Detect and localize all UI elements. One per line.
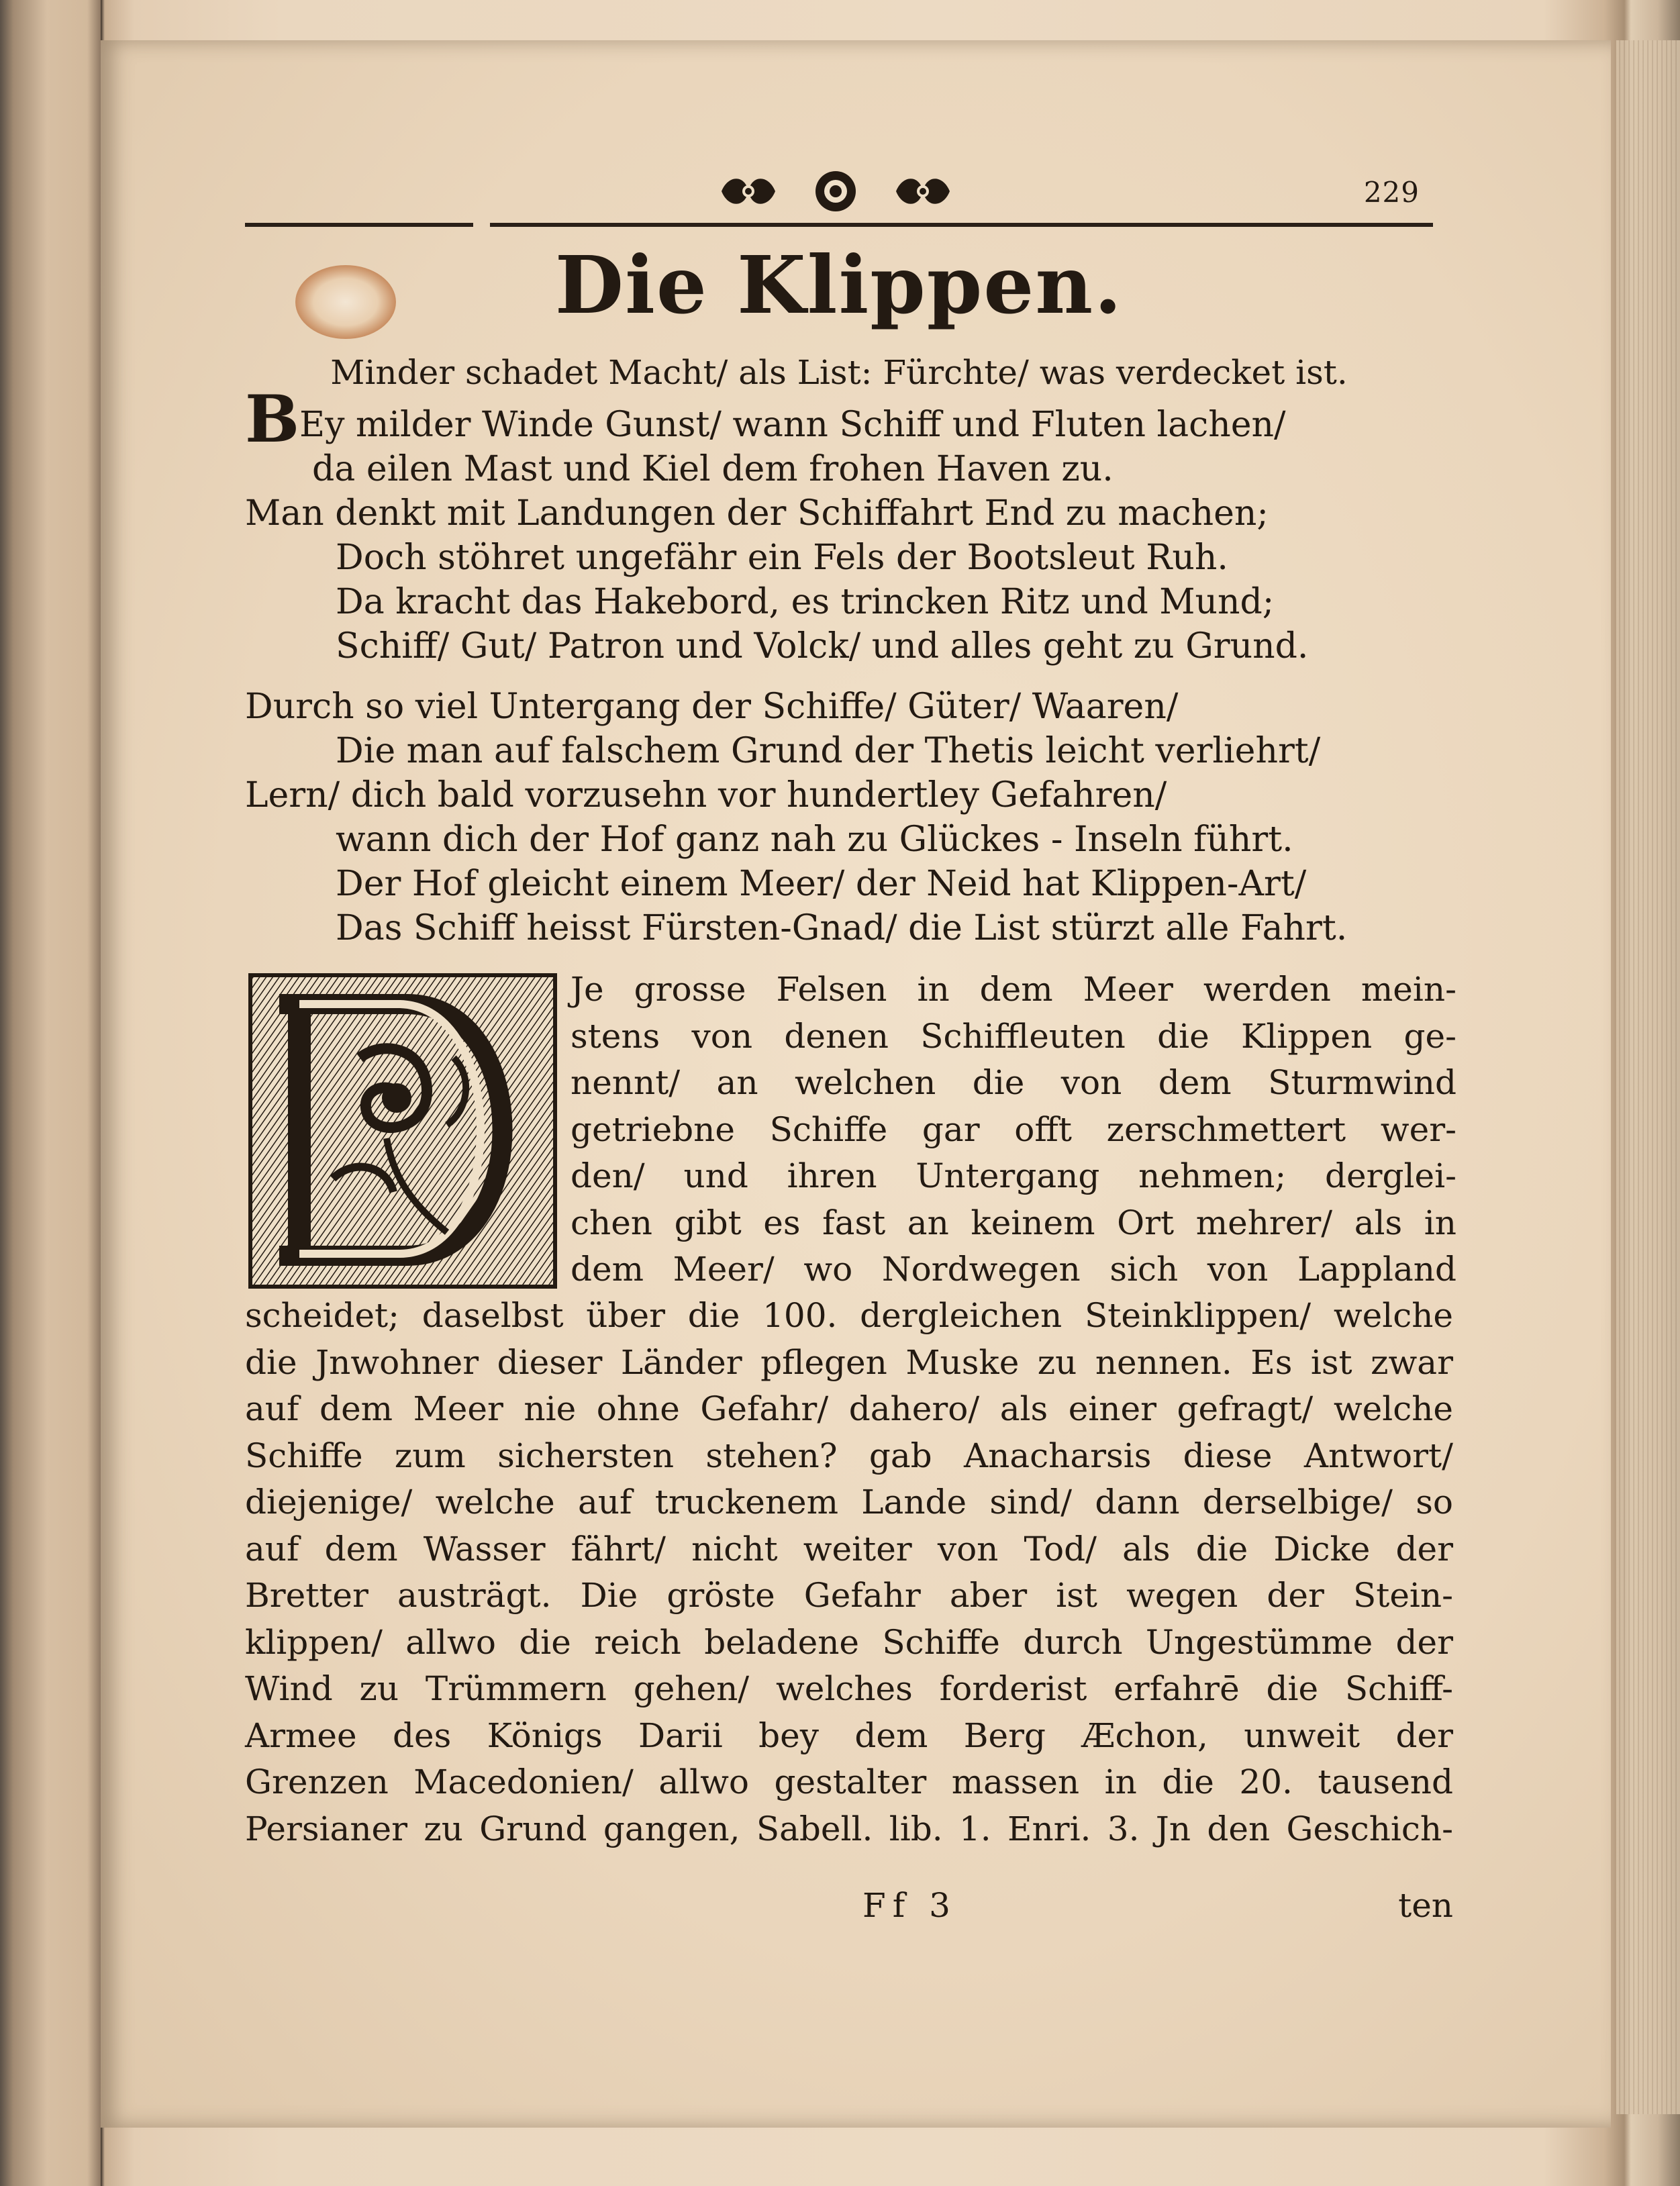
text-line: den/ und ihren Untergang nehmen; derglei- xyxy=(571,1156,1456,1195)
poem-stanza-2 xyxy=(245,685,1467,950)
text-line: getriebne Schiffe gar offt zerschmettert wer- xyxy=(571,1109,1456,1149)
verse-line xyxy=(245,381,1467,457)
verse-line: Das Schiff heisst Fürsten-Gnad/ die List stürzt alle Fahrt. xyxy=(336,908,1348,948)
text-line: stens von denen Schiffleuten die Klippen ge- xyxy=(571,1016,1456,1056)
verse-line: Die man auf falschem Grund der Thetis leicht verliehrt/ xyxy=(336,731,1321,771)
page-header xyxy=(245,161,1433,235)
motto: Minder schadet Macht/ als List: Fürchte/ was verdecket ist. xyxy=(330,353,1348,392)
left-page-edge xyxy=(0,0,101,2186)
text-line: Wind zu Trümmern gehen/ welches forderist erfahrē die Schiff- xyxy=(245,1669,1453,1708)
verse-line: Durch so viel Untergang der Schiffe/ Güter/ Waaren/ xyxy=(245,687,1179,727)
fleuron-left-icon xyxy=(715,171,782,211)
text-line: Je grosse Felsen in dem Meer werden mein- xyxy=(571,970,1456,1009)
verse-line: Schiff/ Gut/ Patron und Volck/ und alles geht zu Grund. xyxy=(336,626,1309,666)
text-line: auf dem Meer nie ohne Gefahr/ dahero/ als einer gefragt/ welche xyxy=(245,1389,1453,1428)
verse-line: Der Hof gleicht einem Meer/ der Neid hat Klippen-Art/ xyxy=(336,864,1307,904)
text-line: die Jnwohner dieser Länder pflegen Muske zu nennen. Es ist zwar xyxy=(245,1342,1453,1382)
text-line: diejenige/ welche auf truckenem Lande sind/ dann derselbige/ so xyxy=(245,1483,1453,1522)
text-line: Bretter austrägt. Die gröste Gefahr aber ist wegen der Stein- xyxy=(245,1576,1453,1615)
fleuron-right-icon xyxy=(889,171,956,211)
header-ornament xyxy=(715,168,956,215)
decorated-initial-d xyxy=(248,973,557,1289)
verse-line: Lern/ dich bald vorzusehn vor hundertley Gefahren/ xyxy=(245,775,1167,815)
header-rule-left xyxy=(245,223,473,227)
page-footer xyxy=(245,1886,1453,1940)
verse-text: Ey milder Winde Gunst/ wann Schiff und Fluten lachen/ xyxy=(299,405,1286,445)
body-paragraph-indented xyxy=(571,966,1456,1293)
text-line: chen gibt es fast an keinem Ort mehrer/ als in xyxy=(571,1203,1456,1242)
poem-stanza-1 xyxy=(245,381,1467,668)
text-line: auf dem Wasser fährt/ nicht weiter von Tod/ als die Dicke der xyxy=(245,1529,1453,1569)
text-line: Persianer zu Grund gangen, Sabell. lib. 1. Enri. 3. Jn den Geschich- xyxy=(245,1809,1453,1848)
page-title: Die Klippen. xyxy=(554,238,1124,332)
catchword: ten xyxy=(1398,1886,1453,1925)
fleuron-center-icon xyxy=(812,168,859,215)
verse-initial: B xyxy=(245,381,300,457)
verse-line: wann dich der Hof ganz nah zu Glückes - Inseln führt. xyxy=(336,819,1293,860)
text-line: Schiffe zum sichersten stehen? gab Anacharsis diese Antwort/ xyxy=(245,1436,1453,1475)
signature-mark: Ff 3 xyxy=(862,1886,957,1925)
text-line: Armee des Königs Darii bey dem Berg Æchon, unweit der xyxy=(245,1716,1453,1755)
woodcut-initial-icon xyxy=(252,977,553,1285)
text-line: Grenzen Macedonien/ allwo gestalter massen in die 20. tausend xyxy=(245,1762,1453,1801)
page-stack-edge xyxy=(1616,40,1680,2114)
text-line: scheidet; daselbst über die 100. dergleichen Steinklippen/ welche xyxy=(245,1296,1453,1335)
body-paragraph xyxy=(245,1293,1453,1852)
verse-line: da eilen Mast und Kiel dem frohen Haven zu. xyxy=(312,449,1114,489)
verse-line: Doch stöhret ungefähr ein Fels der Bootsleut Ruh. xyxy=(336,538,1228,578)
text-line: klippen/ allwo die reich beladene Schiffe durch Ungestümme der xyxy=(245,1622,1453,1662)
header-rule-right xyxy=(490,223,1433,227)
verse-line: Da kracht das Hakebord, es trincken Ritz und Mund; xyxy=(336,582,1275,622)
page-number: 229 xyxy=(1363,176,1420,209)
text-line: nennt/ an welchen die von dem Sturmwind xyxy=(571,1063,1456,1102)
text-line: dem Meer/ wo Nordwegen sich von Lappland xyxy=(571,1250,1456,1289)
verse-line: Man denkt mit Landungen der Schiffahrt End zu machen; xyxy=(245,493,1269,534)
